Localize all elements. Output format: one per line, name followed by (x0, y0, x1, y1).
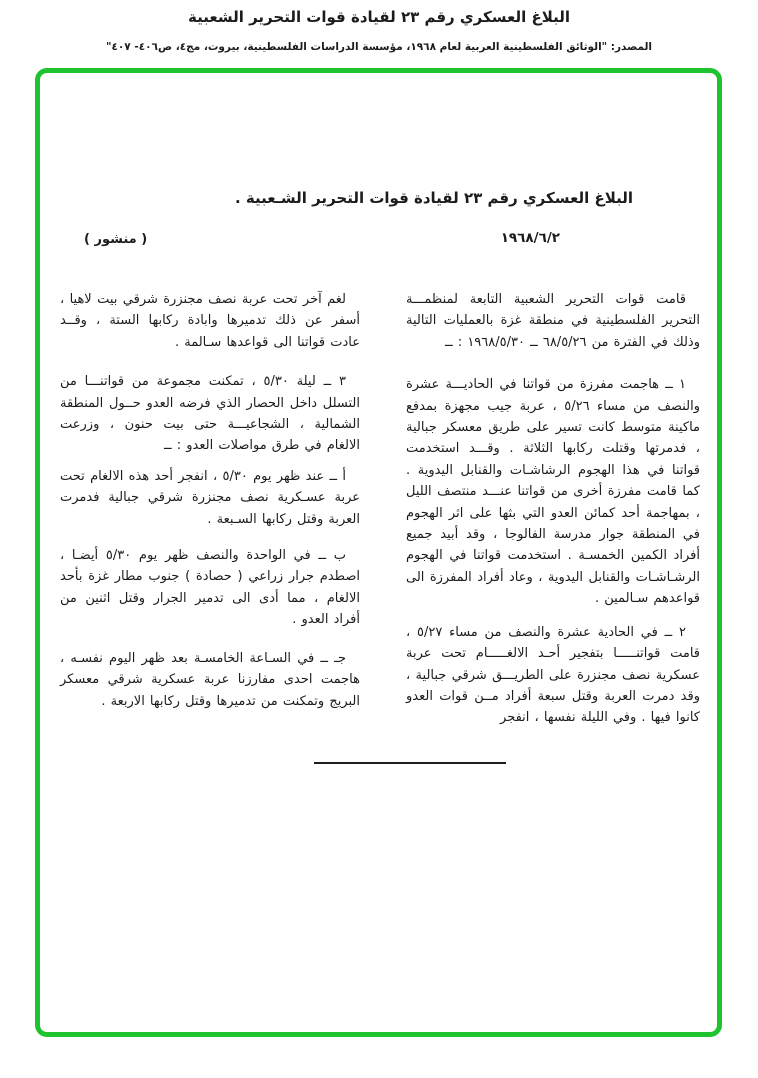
document-date: ١٩٦٨/٦/٢ (500, 230, 560, 246)
paragraph-item-3c: جـ ــ في السـاعة الخامسـة بعد ظهر اليوم نفسـه ، هاجمت احدى مفارزنا عربة عسكرية شرقي معسكر البريج وتمكنت من تدميرها وقتل ركابها الاربعة . (60, 650, 360, 709)
footer-divider-line (314, 762, 506, 764)
published-note: ( منشور ) (84, 232, 148, 247)
column-left (60, 289, 360, 712)
document-body (60, 289, 700, 729)
paragraph-item-1: ١ ــ هاجمت مفرزة من قواتنا في الحاديـــة عشرة والنصف من مساء ٥/٢٦ ، عربة جيب مجهزة بمدفع ماكينة متوسط كانت تسير على طريق معسكر جبالية ، فدمرتها وقتلت ركابها الثلاثة . وقـــد استخدمت قواتنا في هذا الهجوم الرشاشـات والقنابل اليدوية . كما قامت مفرزة أخرى من قواتنا عنـــد منتصف الليل ، بمهاجمة أحد كمائن العدو التي بثها على اثر الهجوم في المنطقة جوار مدرسة الفالوجا ، وقد أبيد جميع أفراد الكمين الخمسـة . استخدمت قواتنا في الهجوم الرشـاشـات والقنابل اليدوية ، وعاد أفراد المفرزة الى قواعدهم سـالمين . (406, 377, 700, 607)
paragraph-item-2: ٢ ــ في الحادية عشرة والنصف من مساء ٥/٢٧ ، قامت قواتنـــــا بتفجير أحـد الالغـــــام تحت عربة عسكرية نصف مجنزرة على الطريـــق شرقي جبالية ، وقد دمرت العربة وقتل سبعة أفراد مــن قوات العدو كانوا فيها . وفي الليلة نفسها ، انفجر (406, 624, 700, 726)
paragraph-item-2-cont: لغم آخر تحت عربة نصف مجنزرة شرقي بيت لاهيا ، أسفر عن ذلك تدميرها وابادة ركابها الستة ، وقــد عادت قواتنا الى قواعدها سـالمة . (60, 292, 360, 350)
page-title: البلاغ العسكري رقم ٢٣ لقيادة قوات التحرير الشعبية (188, 8, 570, 26)
document-title: البلاغ العسكري رقم ٢٣ لقيادة قوات التحرير الشـعبية . (234, 189, 633, 207)
paragraph-item-3b: ب ــ في الواحدة والنصف ظهر يوم ٥/٣٠ أيضـا ، اصطدم جرار زراعي ( حصادة ) جنوب مطار غزة بأحد الالغام ، مما أدى الى تدمير الجرار وقتل اثنين من أفراد العدو . (60, 548, 360, 628)
column-right (406, 289, 700, 729)
paragraph-item-3a: أ ــ عند ظهر يوم ٥/٣٠ ، انفجر أحد هذه الالغام تحت عربة عسـكرية نصف مجنزرة شرقي جبالية فدمرت العربة وقتل ركابها السـبعة . (60, 468, 360, 527)
page-source-citation: المصدر: "الوثائق الفلسطينية العربية لعام ١٩٦٨، مؤسسة الدراسات الفلسطينية، بيروت، مج٤، ص٤٠٦- ٤٠٧" (105, 41, 653, 53)
paragraph-item-3: ٣ ــ ليلة ٥/٣٠ ، تمكنت مجموعة من قواتنـــا من التسلل داخل الحصار الذي فرضه العدو حــول المنطقة الشمالية ، الشجاعيـــة حتى بيت حنون ، وزرعت الالغام في طرق مواصلات العدو : ــ (60, 374, 360, 454)
paragraph-intro: قامت قوات التحرير الشعبية التابعة لمنظمـــة التحرير الفلسطينية في منطقة غزة بالعمليات التالية وذلك في الفترة من ٦٨/٥/٢٦ ــ ١٩٦٨/٥/٣٠ : ــ (406, 292, 700, 350)
